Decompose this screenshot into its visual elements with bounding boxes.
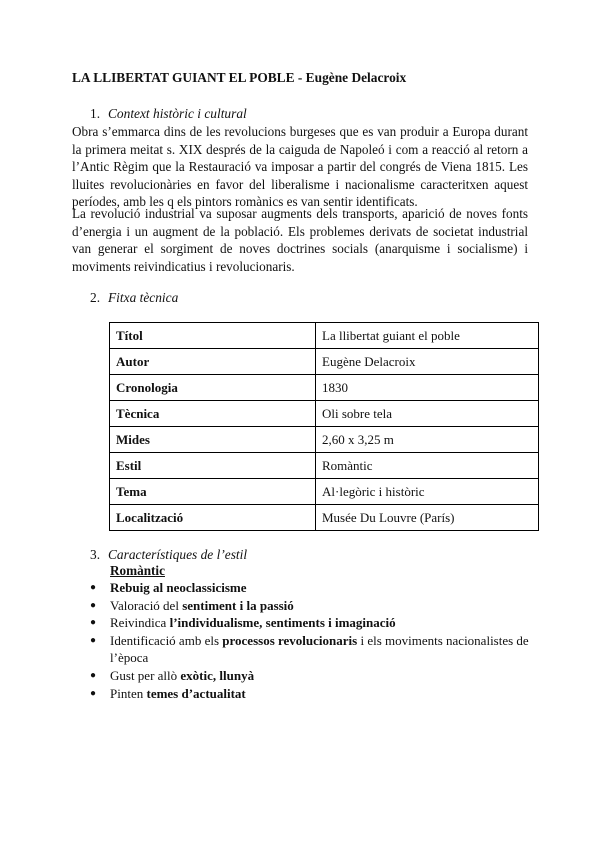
table-row [110, 375, 539, 401]
table-key: Títol [110, 323, 316, 349]
bullet-icon: ● [90, 634, 97, 646]
table-value: La llibertat guiant el poble [316, 323, 539, 349]
section-1-title: Context històric i cultural [108, 106, 247, 121]
style-characteristics-list [90, 579, 530, 702]
bullet-icon: ● [90, 582, 97, 593]
section-3-number: 3. [90, 547, 101, 562]
list-item: ● Gust per allò exòtic, llunyà [90, 667, 255, 683]
table-value: 2,60 x 3,25 m [316, 427, 539, 453]
section-3-heading [90, 547, 247, 563]
table-key: Tècnica [110, 401, 316, 427]
table-key: Estil [110, 453, 316, 479]
section-2-title: Fitxa tècnica [108, 290, 179, 305]
table-row [110, 401, 539, 427]
table-row [110, 323, 539, 349]
table-key: Autor [110, 349, 316, 375]
list-item: ● Identificació amb els processos revolucionaris i els moviments nacionalistes de l’època [90, 632, 529, 666]
section-1-heading [90, 106, 247, 122]
table-key: Localització [110, 505, 316, 531]
section-3-title: Característiques de l’estil [108, 547, 248, 562]
table-row [110, 479, 539, 505]
section-1-paragraph-2: La revolució industrial va suposar augments dels transports, aparició de noves fonts d’energia i un augment de la població. Els problemes derivats de societat industrial van generar el sorgiment de noves doctrines socials (anarquisme i socialisme) i moviments reivindicatius i revolucionaris. [72, 206, 528, 274]
list-item: ● Reivindica l’individualisme, sentiments i imaginació [90, 615, 396, 631]
section-1-paragraph-1: Obra s’emmarca dins de les revolucions burgeses que es van produir a Europa durant la primera meitat s. XIX després de la caiguda de Napoleó i com a reacció al retorn a l’Antic Règim que la Restauració va imposar a partir del congrés de Viena 1815. Les lluites revolucionàries en favor del liberalisme i nacionalisme caracteritxen aquest períodes, amb les q els pintors romànics es van sentir identificats. [72, 124, 528, 210]
bullet-icon: ● [90, 599, 97, 611]
table-row [110, 349, 539, 375]
list-item: ● Pinten temes d’actualitat [90, 685, 246, 701]
table-key: Tema [110, 479, 316, 505]
section-2-number: 2. [90, 290, 101, 305]
technical-sheet-table [109, 322, 539, 531]
table-value: Romàntic [316, 453, 539, 479]
section-2-heading [90, 290, 178, 306]
table-key: Cronologia [110, 375, 316, 401]
table-row [110, 505, 539, 531]
table-value: Oli sobre tela [316, 401, 539, 427]
table-row [110, 427, 539, 453]
list-item: ● Valoració del sentiment i la passió [90, 597, 294, 613]
section-1-number: 1. [90, 106, 101, 121]
bullet-icon: ● [90, 669, 97, 681]
bullet-icon: ● [90, 687, 97, 699]
table-value: Al·legòric i històric [316, 479, 539, 505]
bullet-icon: ● [90, 617, 97, 629]
table-row [110, 453, 539, 479]
list-item: ● Rebuig al neoclassicisme [90, 580, 247, 595]
table-value: Musée Du Louvre (París) [316, 505, 539, 531]
table-value: Eugène Delacroix [316, 349, 539, 375]
page-title: LA LLIBERTAT GUIANT EL POBLE - Eugène Delacroix [72, 70, 407, 85]
table-value: 1830 [316, 375, 539, 401]
section-3-subheading: Romàntic [110, 563, 165, 578]
table-key: Mides [110, 427, 316, 453]
